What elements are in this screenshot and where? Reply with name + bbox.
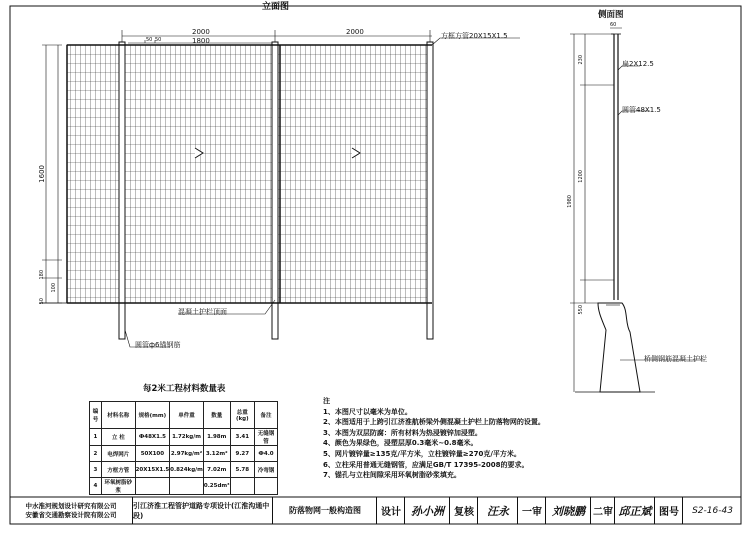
table-row (90, 478, 278, 495)
table-row (90, 429, 278, 446)
cell: 5.78 (230, 462, 255, 478)
review1-label: 一审 (517, 497, 546, 524)
dim-50: 50 (39, 298, 45, 305)
dim-small-2: 50 (155, 37, 162, 43)
cell: 1.98m (203, 429, 230, 446)
cell: 4 (90, 478, 102, 495)
note-item: 5、网片镀锌量≥135克/平方米，立柱镀锌量≥270克/平方米。 (323, 449, 521, 458)
project-cell (132, 497, 273, 524)
dim-180: 180 (39, 270, 45, 280)
cell: 20X15X1.5 (135, 462, 170, 478)
side-dim-550: 550 (578, 305, 584, 315)
th-remark: 备注 (255, 402, 278, 429)
dim-top-left: 2000 (192, 28, 210, 36)
note-item: 3、本图为双层防腐：所有材料为热浸镀锌加浸塑。 (323, 428, 482, 437)
label-tube: 方框方管20X15X1.5 (441, 32, 508, 40)
notes-heading: 注 (323, 397, 330, 405)
th-total: 总重(kg) (230, 402, 255, 429)
elevation-title: 立面图 (262, 2, 290, 12)
cell: 1.72kg/m (170, 429, 204, 446)
check-label: 复核 (449, 497, 478, 524)
cell: 方框方管 (101, 462, 135, 478)
th-qty: 数量 (203, 402, 230, 429)
note-item: 7、锚孔与立柱间隙采用环氧树脂砂浆填充。 (323, 471, 461, 480)
table-header-row (90, 402, 278, 429)
note-item: 1、本图尺寸以毫米为单位。 (323, 407, 412, 416)
side-dim-1980: 1980 (567, 195, 573, 208)
cell: Ф48X1.5 (135, 429, 170, 446)
side-view (570, 28, 705, 392)
label-round-tube: 圆管48X1.5 (622, 106, 661, 114)
cell: 冷弯钢 (255, 462, 278, 478)
org-2: 安徽省交通勘察设计院有限公司 (25, 510, 117, 519)
dim-1600: 1600 (38, 165, 46, 183)
project-name: 引江济淮工程管护道路专项设计(江淮沟通中段) (133, 501, 270, 520)
material-table (89, 401, 278, 495)
table-row (90, 462, 278, 478)
design-label: 设计 (376, 497, 405, 524)
cell: 3.12m² (203, 446, 230, 462)
cell: 2.97kg/m² (170, 446, 204, 462)
cell: 环氧树脂砂浆 (101, 478, 135, 495)
review2-label: 二审 (590, 497, 615, 524)
note-item: 4、颜色为果绿色，浸塑层厚0.3毫米~0.8毫米。 (323, 439, 478, 448)
th-unit-weight: 单件重 (170, 402, 204, 429)
label-flat-steel: 扁2X12.5 (622, 60, 654, 68)
drawing-name: 防落物网一般构造图 (289, 506, 361, 515)
cell (170, 478, 204, 495)
table-row (90, 446, 278, 462)
cell: 0.824kg/m (170, 462, 204, 478)
cell (230, 478, 255, 495)
cell: 50X100 (135, 446, 170, 462)
th-spec: 规格(mm) (135, 402, 170, 429)
side-dim-230: 230 (578, 55, 584, 65)
side-title: 侧面图 (598, 10, 624, 20)
drawing-name-cell (272, 497, 377, 524)
th-no: 编号 (90, 402, 102, 429)
design-signature: 孙小洲 (404, 497, 450, 524)
org-1: 中水淮河规划设计研究有限公司 (25, 501, 117, 510)
drawing-number: S2-16-43 (682, 497, 742, 524)
check-signature: 汪永 (477, 497, 518, 524)
note-item: 2、本图适用于上跨引江济淮航桥梁外侧混凝土护栏上防落物网的设置。 (323, 418, 545, 427)
label-rail: 桥侧钢筋混凝土护栏 (644, 355, 707, 363)
note-item: 6、立柱采用普通无缝钢管，应满足GB/T 17395-2008的要求。 (323, 460, 529, 469)
dim-1800: 1800 (192, 37, 210, 45)
label-rebar: 圆管ф6锚钢筋 (135, 341, 181, 349)
cell: 3.41 (230, 429, 255, 446)
cell: 无缝钢管 (255, 429, 278, 446)
table-title: 每2米工程材料数量表 (143, 384, 226, 394)
cell: 1 (90, 429, 102, 446)
side-dim-1200: 1200 (578, 170, 584, 183)
cell: 立 柱 (101, 429, 135, 446)
cell: 0.25dm³ (203, 478, 230, 495)
cell: 电焊网片 (101, 446, 135, 462)
th-name: 材料名称 (101, 402, 135, 429)
dim-top-right: 2000 (346, 28, 364, 36)
review1-signature: 刘晓鹏 (545, 497, 591, 524)
label-foundation: 混凝土护栏顶面 (178, 308, 227, 316)
cell: 7.02m (203, 462, 230, 478)
dim-small-1: 50 (146, 37, 153, 43)
cell: Ф4.0 (255, 446, 278, 462)
side-dim-top: 60 (610, 22, 617, 28)
notes (323, 396, 653, 481)
review2-signature: 邱正斌 (614, 497, 655, 524)
drawing-no-label: 图号 (654, 497, 683, 524)
cell: 3 (90, 462, 102, 478)
cell (255, 478, 278, 495)
cell: 9.27 (230, 446, 255, 462)
dim-100: 100 (51, 283, 57, 293)
cell: 2 (90, 446, 102, 462)
org-cell (10, 497, 132, 524)
cell (135, 478, 170, 495)
